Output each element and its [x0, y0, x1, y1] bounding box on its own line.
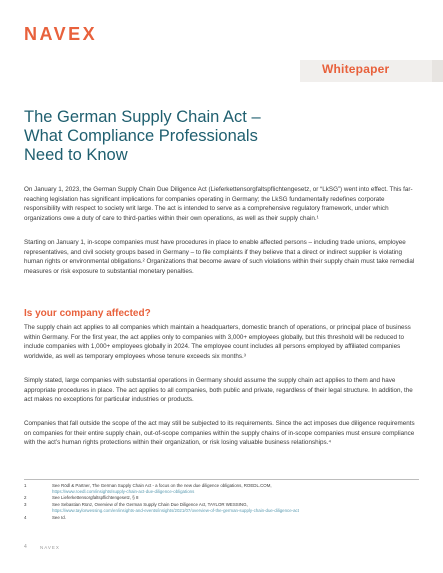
footnote-text: See Lieferkettensorgfaltspflichtengesetz, § 8: [52, 495, 139, 500]
footnote-number: 1: [24, 483, 27, 488]
out-of-scope-paragraph: Companies that fall outside the scope of the act may still be subjected to its requirements. Since the act imposes due diligence requirements on companies for their entire supply chain, out-of-scope companies within the supply chains of in-scope companies must ensure compliance with the act’s human rights protections within their organization, or risk losing valuable business relationships.⁴: [24, 420, 415, 447]
footnote-number: 3: [24, 502, 27, 507]
footnote-text: See Sebastian Rünz, Overview of the German Supply Chain Due Diligence Act, TAYLOR WESSING, https://www.taylorwessing.com/en/insights-and-events/insights/2021/07/overview-of-the-german-supply-chain-due-diligence-act: [52, 502, 299, 513]
whitepaper-tag: Whitepaper: [322, 62, 390, 76]
page-title: The German Supply Chain Act – What Compliance Professionals Need to Know: [24, 108, 261, 164]
large-companies-paragraph: Simply stated, large companies with substantial operations in Germany should assume the supply chain act applies to them and have appropriate procedures in place. The act applies to all companies, both public and private, regardless of their legal structure. In addition, the act makes no exceptions for particular industries or products.: [24, 377, 413, 404]
section-heading: Is your company affected?: [24, 308, 151, 319]
footnote-link[interactable]: https://www.roedl.com/insights/supply-chain-act-due-diligence-obligations: [52, 489, 195, 494]
footnote-text: See Rödl & Partner, The German Supply Chain Act - a focus on the new due diligence obligations, ROEDL.COM, https://www.roedl.com/insights/supply-chain-act-due-diligence-obligations: [52, 483, 272, 494]
footnote-link[interactable]: https://www.taylorwessing.com/en/insights-and-events/insights/2021/07/overview-of-the-german-supply-chain-due-diligence-act: [52, 508, 299, 513]
page-number: 4: [24, 544, 27, 550]
tag-accent-strip: [432, 60, 443, 82]
navex-logo[interactable]: NAVEX: [24, 24, 98, 44]
footer-brand: NAVEX: [40, 545, 60, 550]
footnote-number: 4: [24, 515, 27, 520]
footnote-text: See Id.: [52, 515, 66, 520]
footnote-number: 2: [24, 495, 27, 500]
procedures-paragraph: Starting on January 1, in-scope companies must have procedures in place to enable affected persons – including trade unions, employee representatives, and civil society groups based in Germany – to file complaints if they believe that a direct or indirect supplier is violating human rights or environmental obligations.² Organizations that become aware of such violations within their supply chain must take remedial measures or risk exposure to substantial monetary penalties.: [24, 239, 415, 275]
intro-paragraph: On January 1, 2023, the German Supply Chain Due Diligence Act (Lieferkettensorgfaltspflichtengesetz, or “LkSG”) went into effect. This far-reaching legislation has significant implications for companies operating in Germany; the LkSG fundamentally redefines corporate responsibility with respect to society writ large. The act is intended to serve as a comprehensive regulatory framework, under which organizations owe a duty of care to third-parties within their own operations, as well as their supply chain.¹: [24, 186, 413, 222]
footnote-divider: [24, 479, 419, 480]
scope-paragraph: The supply chain act applies to all companies which maintain a headquarters, domestic branch of operations, or principal place of business within Germany. For the first year, the act applies only to companies with 3,000+ employees globally, but this threshold will be reduced to include companies with 1,000+ employees globally in 2024. The employee count includes all persons employed by affiliated companies worldwide, as well as temporary employees whose tenure exceeds six months.³: [24, 324, 411, 360]
